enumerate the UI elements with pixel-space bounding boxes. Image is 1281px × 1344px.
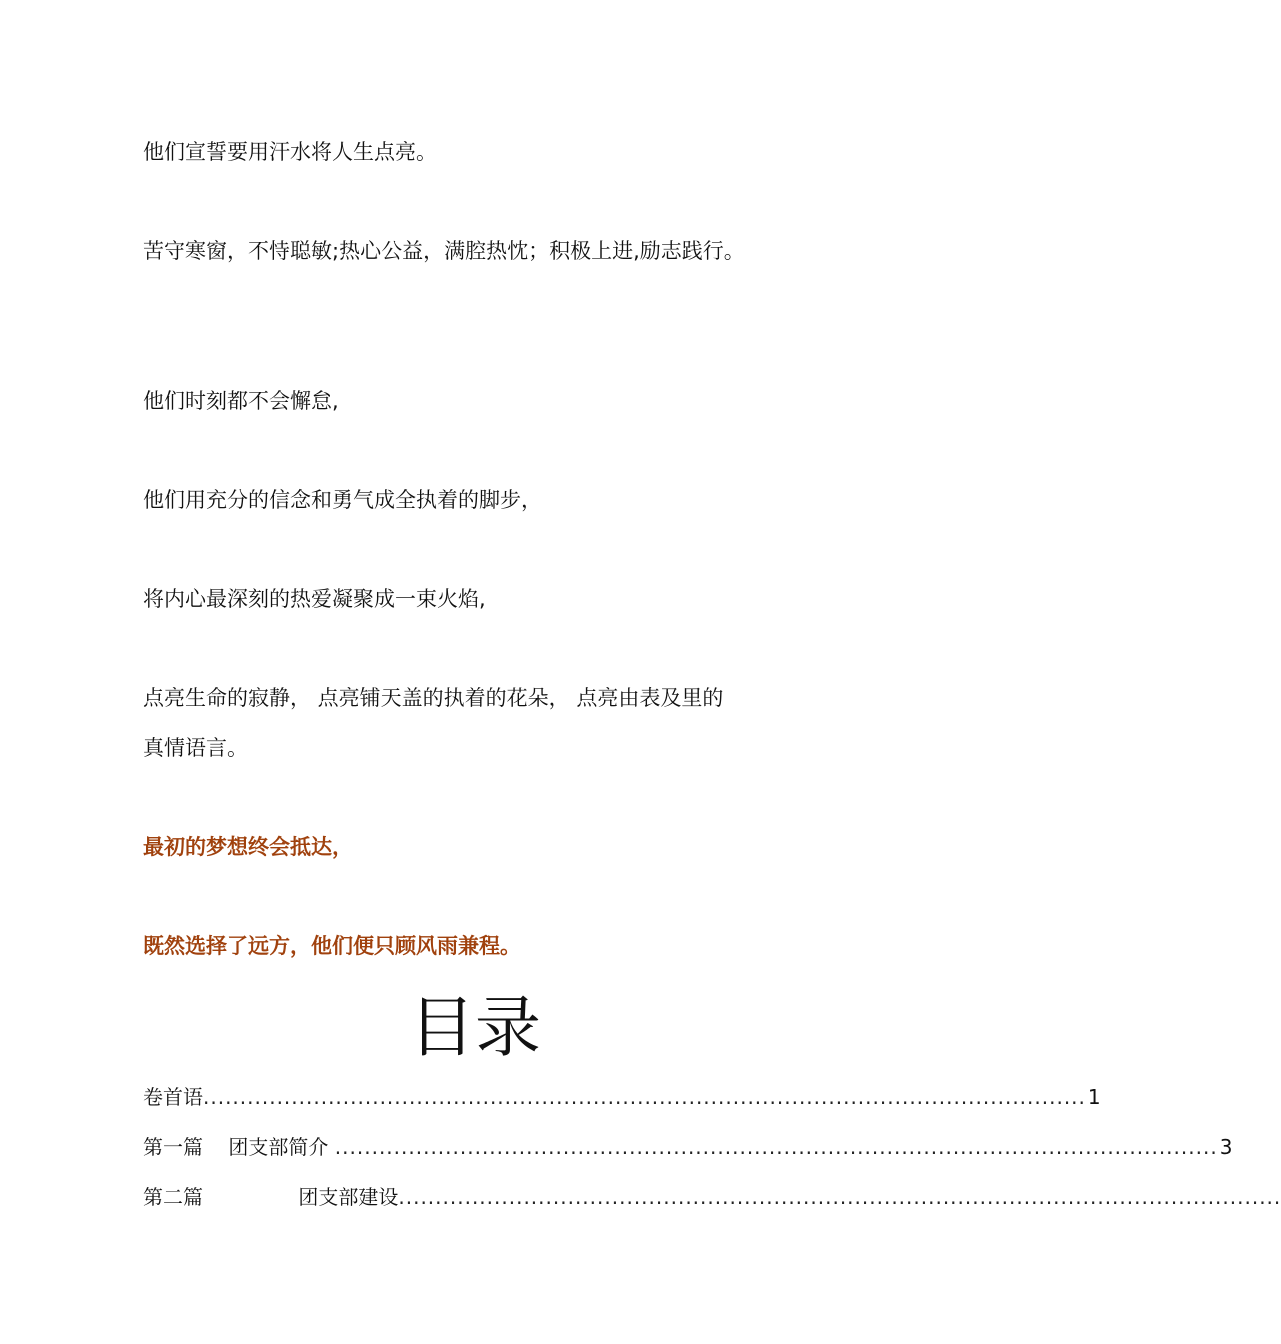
toc-page-number: 1 [1087, 1085, 1101, 1109]
toc-entry-label: 第一篇 团支部简介 [143, 1135, 335, 1159]
toc-leader-dots: ........................................................................................................................ [398, 1185, 1281, 1209]
toc-entry[interactable] [143, 1182, 1281, 1212]
toc-entry[interactable] [143, 1132, 1233, 1162]
toc-entry-label: 第二篇 团支部建设 [143, 1185, 399, 1209]
toc-entry-label: 卷首语 [143, 1085, 203, 1109]
paragraph-6-line-2: 真情语言。 [143, 736, 248, 760]
paragraph-4: 他们用充分的信念和勇气成全执着的脚步， [143, 488, 542, 512]
toc-title: 目录 [409, 989, 541, 1066]
toc-leader-dots: ........................................................................................................................ [203, 1085, 1086, 1109]
emphasis-line-1: 最初的梦想终会抵达， [143, 835, 353, 859]
paragraph-2: 苦守寒窗，不恃聪敏;热心公益，满腔热忱；积极上进,励志践行。 [143, 239, 745, 263]
toc-leader-dots: ........................................................................................................................ [334, 1135, 1218, 1159]
emphasis-line-2: 既然选择了远方，他们便只顾风雨兼程。 [143, 934, 521, 958]
paragraph-1: 他们宣誓要用汗水将人生点亮。 [143, 140, 437, 164]
paragraph-6-line-1: 点亮生命的寂静， 点亮铺天盖的执着的花朵， 点亮由表及里的 [143, 686, 724, 710]
toc-entry[interactable] [143, 1082, 1101, 1112]
paragraph-5: 将内心最深刻的热爱凝聚成一束火焰, [143, 587, 486, 611]
paragraph-3: 他们时刻都不会懈怠, [143, 389, 339, 413]
toc-page-number: 3 [1219, 1135, 1233, 1159]
